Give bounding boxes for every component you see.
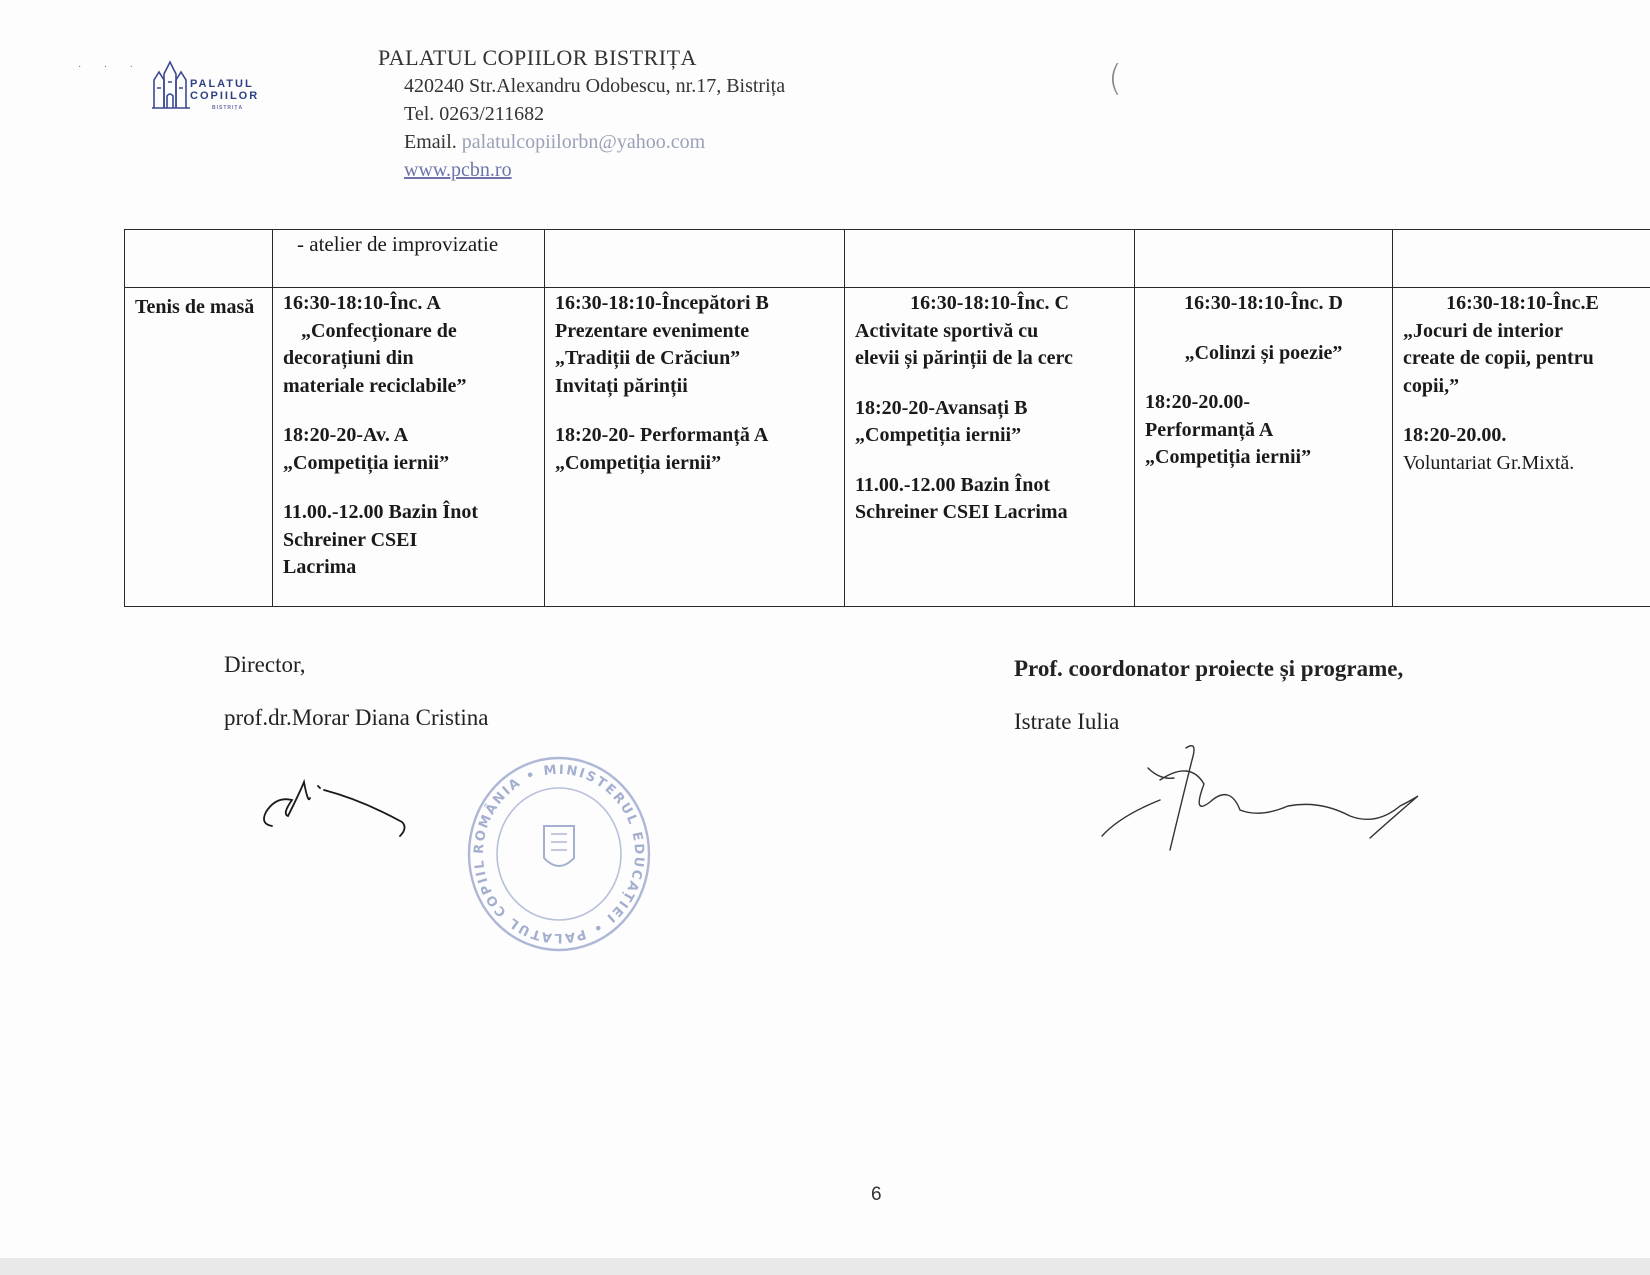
cell-line: „Competiția iernii”	[1145, 446, 1312, 468]
palatul-copiilor-logo	[150, 58, 275, 118]
cell-line: decorațiuni din	[283, 347, 414, 369]
cell-line: „Colinzi și poezie”	[1184, 341, 1343, 364]
cell-line: 18:20-20.00-	[1145, 391, 1250, 413]
schedule-cell: - atelier de improvizatie	[273, 230, 545, 288]
cell-line: copii,”	[1403, 374, 1460, 397]
coordinator-title: Prof. coordonator proiecte și programe,	[1014, 656, 1404, 681]
schedule-cell	[545, 230, 845, 288]
director-name: prof.dr.Morar Diana Cristina	[224, 705, 489, 730]
director-title: Director,	[224, 652, 306, 677]
activity-cell	[125, 230, 273, 288]
cell-line: 18:20-20- Performanță A	[555, 424, 769, 446]
org-address: 420240 Str.Alexandru Odobescu, nr.17, Bistrița	[404, 75, 786, 97]
cell-line: Performanță A	[1145, 418, 1274, 441]
cell-line: Schreiner CSEI	[283, 528, 418, 551]
schedule-table	[124, 229, 1650, 607]
email-label: Email.	[404, 131, 457, 153]
cell-line: Activitate sportivă cu	[855, 319, 1039, 342]
schedule-cell	[845, 288, 1135, 607]
cell-spacer	[1403, 400, 1642, 422]
cell-line: Schreiner CSEI Lacrima	[855, 501, 1068, 523]
cell-spacer	[855, 450, 1124, 472]
cell-line: 18:20-20-Avansați B	[855, 396, 1028, 419]
coordinator-name: Istrate Iulia	[1014, 709, 1120, 734]
cell-line: „Jocuri de interior	[1403, 319, 1563, 342]
cell-line: „Tradiții de Crăciun”	[555, 347, 741, 369]
cell-line: materiale reciclabile”	[283, 374, 467, 397]
table-row	[125, 288, 1650, 607]
email-link[interactable]: palatulcopiilorbn@yahoo.com	[461, 131, 706, 153]
cell-line: 16:30-18:10-Înc.E	[1446, 292, 1599, 314]
org-email-line	[404, 128, 785, 156]
cell-spacer	[1145, 367, 1382, 389]
schedule-cell	[1135, 230, 1393, 288]
cell-spacer	[555, 400, 834, 422]
website-link[interactable]: www.pcbn.ro	[404, 159, 512, 181]
cell-line: 16:30-18:10-Începători B	[555, 292, 769, 314]
scan-artifact-mark: (	[1108, 58, 1123, 99]
table-row	[125, 230, 1650, 288]
cell-line: Prezentare evenimente	[555, 319, 750, 342]
cell-line: create de copii, pentru	[1403, 347, 1594, 369]
cell-line: 16:30-18:10-Înc. A	[283, 292, 441, 314]
cell-spacer	[855, 373, 1124, 395]
letterhead	[380, 44, 785, 184]
cell-line: 16:30-18:10-Înc. C	[910, 292, 1069, 314]
schedule-cell	[1135, 288, 1393, 607]
cell-spacer	[283, 477, 534, 499]
cell-line: 18:20-20-Av. A	[283, 424, 409, 446]
scan-artifact-dots: · · ·	[78, 62, 143, 73]
org-name: PALATUL COPIILOR BISTRIȚA	[378, 45, 697, 70]
cell-line: 11.00.-12.00 Bazin Înot	[855, 473, 1051, 496]
schedule-cell	[1393, 288, 1650, 607]
cell-line: „Competiția iernii”	[855, 424, 1022, 446]
page-number: 6	[871, 1184, 882, 1205]
cell-line: „Competiția iernii”	[283, 451, 450, 474]
schedule-cell	[545, 288, 845, 607]
cell-spacer	[283, 400, 534, 422]
stamp-text: ROMÂNIA • MINISTERUL EDUCAȚIEI • PALATUL COPIIL	[471, 762, 647, 946]
org-phone: Tel. 0263/211682	[404, 103, 545, 125]
schedule-cell	[845, 230, 1135, 288]
activity-cell	[125, 288, 273, 607]
cell-line: „Competiția iernii”	[555, 451, 722, 474]
cell-line: Lacrima	[283, 556, 357, 578]
cell-line: Invitați părinții	[555, 374, 688, 397]
cell-line: „Confecționare de	[301, 319, 457, 342]
org-website-line	[404, 156, 785, 184]
schedule-cell	[1393, 230, 1650, 288]
official-stamp	[466, 754, 652, 954]
cell-line: 11.00.-12.00 Bazin Înot	[283, 501, 479, 523]
logo-text-line2: COPIILOR	[190, 90, 260, 102]
cell-spacer	[1145, 318, 1382, 340]
cell-line: Voluntariat Gr.Mixtă.	[1403, 451, 1575, 474]
schedule-cell	[273, 288, 545, 607]
logo-text-line3: BISTRIȚA	[212, 105, 244, 111]
cell-line: 18:20-20.00.	[1403, 424, 1507, 446]
castle-icon	[150, 58, 192, 116]
activity-name: Tenis de masă	[135, 296, 255, 318]
logo-text	[190, 78, 259, 114]
cell-line: elevii și părinții de la cerc	[855, 347, 1073, 369]
logo-text-line1: PALATUL	[190, 78, 254, 90]
cell-line: 16:30-18:10-Înc. D	[1184, 292, 1343, 314]
